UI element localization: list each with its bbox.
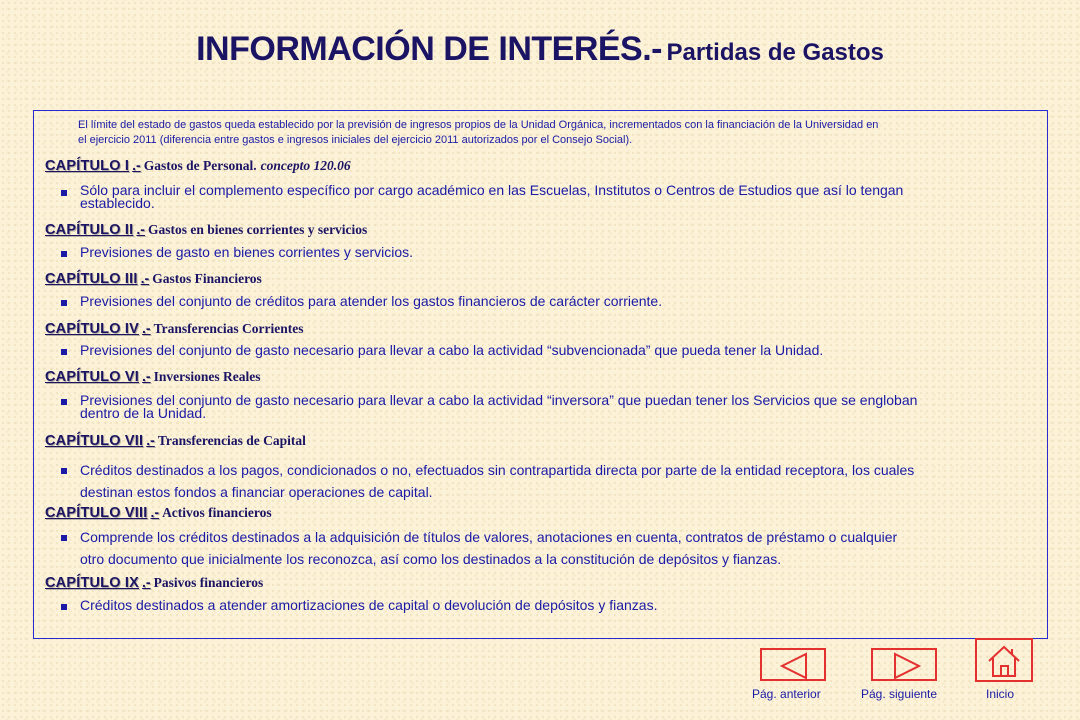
chapter-label: CAPÍTULO IV <box>45 321 140 337</box>
chapter-label: CAPÍTULO II <box>45 222 134 238</box>
chapter-separator: .- <box>132 157 141 173</box>
chapter-description: Transferencias Corrientes <box>153 321 304 336</box>
chapter-description: Pasivos financieros <box>153 575 264 590</box>
chapter-text-1 <box>80 184 1040 210</box>
chapter-text-line: destinan estos fondos a financiar operaciones de capital. <box>80 484 433 500</box>
chapter-separator: .- <box>136 221 145 237</box>
bullet-icon <box>61 300 67 306</box>
chapter-heading-8 <box>45 504 272 521</box>
chapter-label: CAPÍTULO III <box>45 271 138 287</box>
chapter-text-line: establecido. <box>80 195 155 211</box>
chapter-text-line: Comprende los créditos destinados a la adquisición de títulos de valores, anotaciones en cuenta, contratos de préstamo o cualquier <box>80 529 898 545</box>
chapter-separator: .- <box>142 320 151 336</box>
chapter-text-9 <box>80 599 1040 612</box>
next-page-button[interactable] <box>871 648 937 681</box>
home-link[interactable]: Inicio <box>986 687 1015 701</box>
chapter-label: CAPÍTULO VIII <box>45 505 148 521</box>
chapter-text-3 <box>80 295 1040 308</box>
chapter-separator: .- <box>140 270 150 286</box>
chapter-text-2 <box>80 246 1040 259</box>
chapter-text-6 <box>80 394 1040 420</box>
house-icon <box>977 640 1035 684</box>
triangle-left-icon <box>762 650 828 683</box>
chapter-description: Activos financieros <box>162 505 272 520</box>
chapter-heading-3 <box>45 270 262 287</box>
chapter-description: Transferencias de Capital <box>157 433 306 448</box>
prev-page-link[interactable]: Pág. anterior <box>752 687 821 701</box>
triangle-right-icon <box>873 650 939 683</box>
page-title-sub: Partidas de Gastos <box>666 39 884 66</box>
chapter-label: CAPÍTULO VI <box>45 369 140 385</box>
chapter-concept: concepto 120.06 <box>260 158 351 173</box>
page-title-main: INFORMACIÓN DE INTERÉS.- <box>196 30 663 68</box>
page-title <box>0 30 1080 69</box>
bullet-icon <box>61 190 67 196</box>
next-page-link[interactable]: Pág. siguiente <box>861 687 938 701</box>
chapter-label: CAPÍTULO VII <box>45 433 144 449</box>
prev-page-button[interactable] <box>760 648 826 681</box>
chapter-text-line: dentro de la Unidad. <box>80 405 207 421</box>
chapter-heading-1 <box>45 157 351 174</box>
chapter-heading-2 <box>45 221 367 238</box>
chapter-separator: .- <box>142 368 151 384</box>
chapter-description: Gastos Financieros <box>152 271 262 286</box>
chapter-heading-4 <box>45 320 303 337</box>
chapter-text-4 <box>80 344 1040 357</box>
chapter-text-line: otro documento que inicialmente los reconozca, así como los destinados a la constitución de depósitos y fianzas. <box>80 551 782 567</box>
home-button[interactable] <box>975 638 1033 682</box>
bullet-icon <box>61 535 67 541</box>
chapter-description: Inversiones Reales <box>153 369 261 384</box>
bullet-icon <box>61 468 67 474</box>
bullet-icon <box>61 251 67 257</box>
bullet-icon <box>61 399 67 405</box>
chapter-description: Gastos en bienes corrientes y servicios <box>147 222 368 237</box>
chapter-text-line: Créditos destinados a atender amortizaciones de capital o devolución de depósitos y fianzas. <box>80 597 658 613</box>
chapter-text-line: Sólo para incluir el complemento específico por cargo académico en las Escuelas, Institutos o Centros de Estudios que así lo tengan <box>80 182 904 198</box>
chapter-text-line: Previsiones del conjunto de gasto necesario para llevar a cabo la actividad “inversora” que puedan tener los Servicios que se engloban <box>80 392 918 408</box>
bullet-icon <box>61 604 67 610</box>
intro-text <box>78 118 1040 148</box>
chapter-label: CAPÍTULO I <box>45 158 130 174</box>
intro-line-2: el ejercicio 2011 (diferencia entre gastos e ingresos iniciales del ejercicio 2011 autorizados por el Consejo Social). <box>78 134 633 146</box>
chapter-heading-6 <box>45 368 260 385</box>
chapter-heading-9 <box>45 574 263 591</box>
chapter-text-7 <box>80 459 1040 503</box>
chapter-text-line: Previsiones de gasto en bienes corrientes y servicios. <box>80 244 414 260</box>
intro-line-1: El límite del estado de gastos queda establecido por la previsión de ingresos propios de la Unidad Orgánica, incrementados con la financiación de la Universidad en <box>78 119 879 131</box>
chapter-separator: .- <box>146 432 155 448</box>
bullet-icon <box>61 349 67 355</box>
chapter-text-line: Previsiones del conjunto de gasto necesario para llevar a cabo la actividad “subvencionada” que pueda tener la Unidad. <box>80 342 824 358</box>
chapter-separator: .- <box>150 504 160 520</box>
chapter-separator: .- <box>142 574 151 590</box>
chapter-label: CAPÍTULO IX <box>45 575 140 591</box>
chapter-text-line: Créditos destinados a los pagos, condicionados o no, efectuados sin contrapartida directa por parte de la entidad receptora, los cuales <box>80 462 915 478</box>
chapter-description: Gastos de Personal. <box>143 158 257 173</box>
chapter-text-8 <box>80 526 1040 570</box>
chapter-heading-7 <box>45 432 306 449</box>
chapter-text-line: Previsiones del conjunto de créditos para atender los gastos financieros de carácter corriente. <box>80 293 663 309</box>
